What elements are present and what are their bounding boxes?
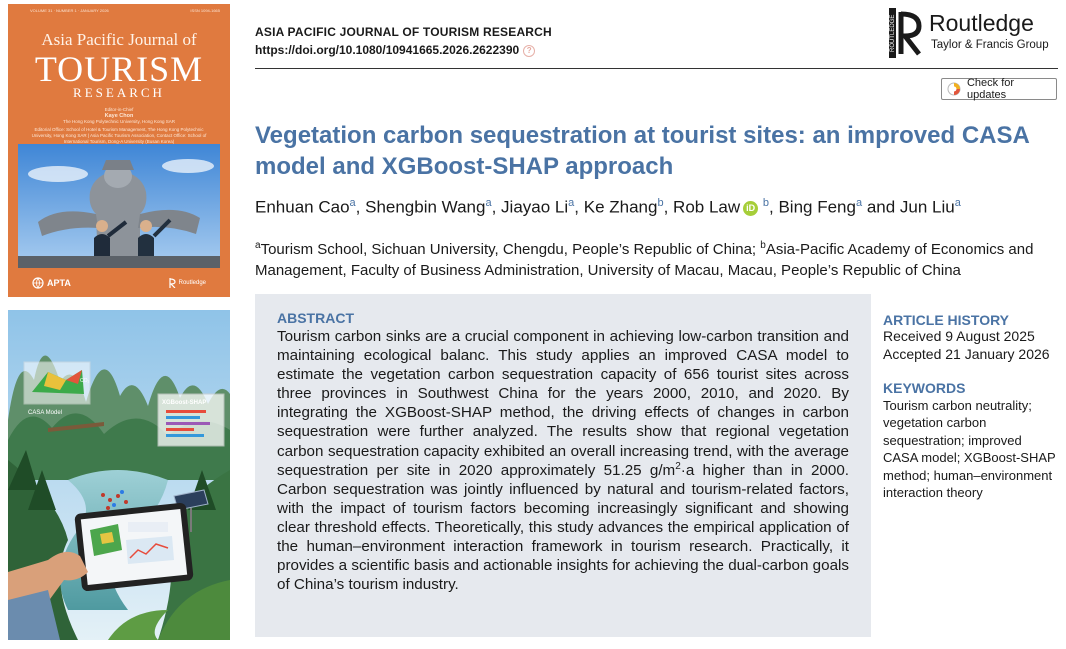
- tablet-device: [74, 502, 194, 591]
- cover-editor-affil: The Hong Kong Polytechnic University, Hong Kong SAR: [63, 119, 175, 124]
- doi-line: [255, 43, 535, 57]
- cover-footer: [8, 268, 230, 297]
- cover-apta-label: APTA: [47, 277, 71, 288]
- accepted-date: Accepted 21 January 2026: [883, 346, 1050, 362]
- cover-editor-label: Editor-in-Chief: [104, 107, 134, 112]
- abstract-text-part2: ·a higher than in 2000. Carbon sequestration was jointly influenced by natural and tourism-related factors, with the impact of tourism factors becoming increasingly significant and showing clear threshold effects. Theoretically, this study advances the empirical application of the human–environment interaction framework in tourism research. Practically, it provides a scientific basis and actionable insights for achieving the dual-carbon goals of China’s tourism industry.: [277, 461, 849, 594]
- cover-topline: [30, 8, 220, 13]
- casa-model-label: CASA Model: [28, 410, 63, 416]
- abstract-heading: ABSTRACT: [277, 310, 354, 326]
- orcid-icon[interactable]: iD: [743, 201, 758, 216]
- check-updates-icon: [947, 82, 961, 96]
- author-list: [255, 197, 961, 218]
- header-divider: [255, 68, 1058, 69]
- xgboost-shap-label: XGBoost-SHAP: [162, 400, 207, 406]
- co2-label: CO₂: [80, 378, 90, 384]
- cover-title-line1: Asia Pacific Journal of: [41, 30, 197, 49]
- cover-title-line2: TOURISM: [34, 49, 204, 89]
- journal-name: ASIA PACIFIC JOURNAL OF TOURISM RESEARCH: [255, 25, 552, 39]
- cover-editors-text: Editorial Office: School of Hotel & Tourism Management, The Hong Kong Polytechnic University, Hong Kong SAR | Asia Pacific Tourism Association, Contact Office: School of International Tourism, Dong-A University (Busan Korea): [31, 127, 207, 144]
- affiliations: [255, 235, 1060, 281]
- author-name[interactable]: Rob Law: [673, 197, 741, 217]
- author-affil-mark: a: [568, 197, 575, 209]
- journal-cover[interactable]: [8, 4, 230, 297]
- publisher-subtitle: Taylor & Francis Group: [931, 39, 1049, 51]
- publisher-logo[interactable]: [889, 8, 1059, 58]
- cover-issn: ISSN 1094-1665: [190, 8, 220, 13]
- author-name[interactable]: Shengbin Wang: [365, 197, 486, 217]
- article-history-heading: ARTICLE HISTORY: [883, 312, 1010, 328]
- check-for-updates-button[interactable]: [941, 78, 1057, 100]
- graphical-abstract[interactable]: [8, 310, 230, 640]
- author-affil-mark: b: [657, 197, 664, 209]
- publisher-name: Routledge: [929, 10, 1034, 36]
- author-separator: ,: [769, 197, 779, 217]
- author-name[interactable]: Jiayao Li: [501, 197, 569, 217]
- routledge-logo-icon: [889, 8, 923, 58]
- received-date: Received 9 August 2025: [883, 328, 1035, 344]
- author-affil-mark: a: [954, 197, 961, 209]
- doi-icon: ?: [523, 45, 535, 57]
- affiliation-mark-a: a: [255, 240, 261, 251]
- cover-issue: VOLUME 31 · NUMBER 1 · JANUARY 2026: [30, 8, 109, 13]
- abstract-text: [277, 327, 849, 594]
- apta-globe-icon: [32, 277, 44, 289]
- affiliation-mark-b: b: [760, 240, 766, 251]
- cover-photo: [18, 144, 220, 268]
- author-separator: ,: [574, 197, 584, 217]
- author-separator: ,: [663, 197, 674, 217]
- keywords-list: Tourism carbon neutrality; vegetation carbon sequestration; improved CASA model; XGBoost-SHAP method; human–environment interaction theory: [883, 398, 1056, 501]
- article-title: Vegetation carbon sequestration at tourist sites: an improved CASA model and XGBoost-SHAP approach: [255, 122, 1029, 180]
- check-updates-label: Check for updates: [966, 77, 1015, 101]
- affiliation-a: Tourism School, Sichuan University, Chengdu, People’s Republic of China;: [260, 241, 761, 258]
- doi-link[interactable]: https://doi.org/10.1080/10941665.2026.2622390: [255, 43, 520, 57]
- abstract-box: [255, 294, 871, 637]
- keywords-heading: KEYWORDS: [883, 380, 966, 396]
- author-affil-mark: a: [855, 197, 863, 209]
- author-separator: and: [862, 197, 900, 217]
- author-name[interactable]: Bing Feng: [778, 197, 856, 217]
- author-name[interactable]: Ke Zhang: [583, 197, 658, 217]
- cover-publisher-logo: [169, 278, 206, 288]
- routledge-mark-icon: [169, 278, 176, 288]
- svg-text:ROUTLEDGE: ROUTLEDGE: [890, 14, 896, 52]
- cover-apta-logo: [32, 277, 71, 289]
- author-affil-mark: a: [349, 197, 356, 209]
- author-separator: ,: [491, 197, 502, 217]
- affiliation-b: Asia-Pacific Academy of Economics and Management, Faculty of Business Administration, University of Macau, Macau, People’s Republic of China: [255, 241, 1034, 279]
- cover-title-line3: RESEARCH: [73, 85, 165, 100]
- abstract-superscript: 2: [675, 460, 681, 472]
- author-affil-mark: b: [762, 197, 770, 209]
- cover-editor-name: Kaye Chon: [104, 113, 134, 119]
- abstract-text-part1: Tourism carbon sinks are a crucial component in achieving low-carbon transition and maintaining ecological balanc. This study applies an improved CASA model to estimate the vegetation carbon sequestration capacity of 656 tourist sites across three provinces in Southwest China for the years 2000, 2010, and 2020. By integrating the XGBoost-SHAP method, the driving effects of changes in carbon sequestration were further analyzed. The results show that regional vegetation carbon sequestration capacity exhibited an overall increasing trend, with the average sequestration per site in 2020 approximately 51.25 g/m: [277, 328, 849, 479]
- author-affil-mark: a: [485, 197, 492, 209]
- author-name[interactable]: Enhuan Cao: [255, 197, 350, 217]
- cover-editor-block: [26, 107, 212, 145]
- author-name[interactable]: Jun Liu: [899, 197, 955, 217]
- cover-publisher-label: Routledge: [178, 279, 206, 286]
- author-separator: ,: [355, 197, 366, 217]
